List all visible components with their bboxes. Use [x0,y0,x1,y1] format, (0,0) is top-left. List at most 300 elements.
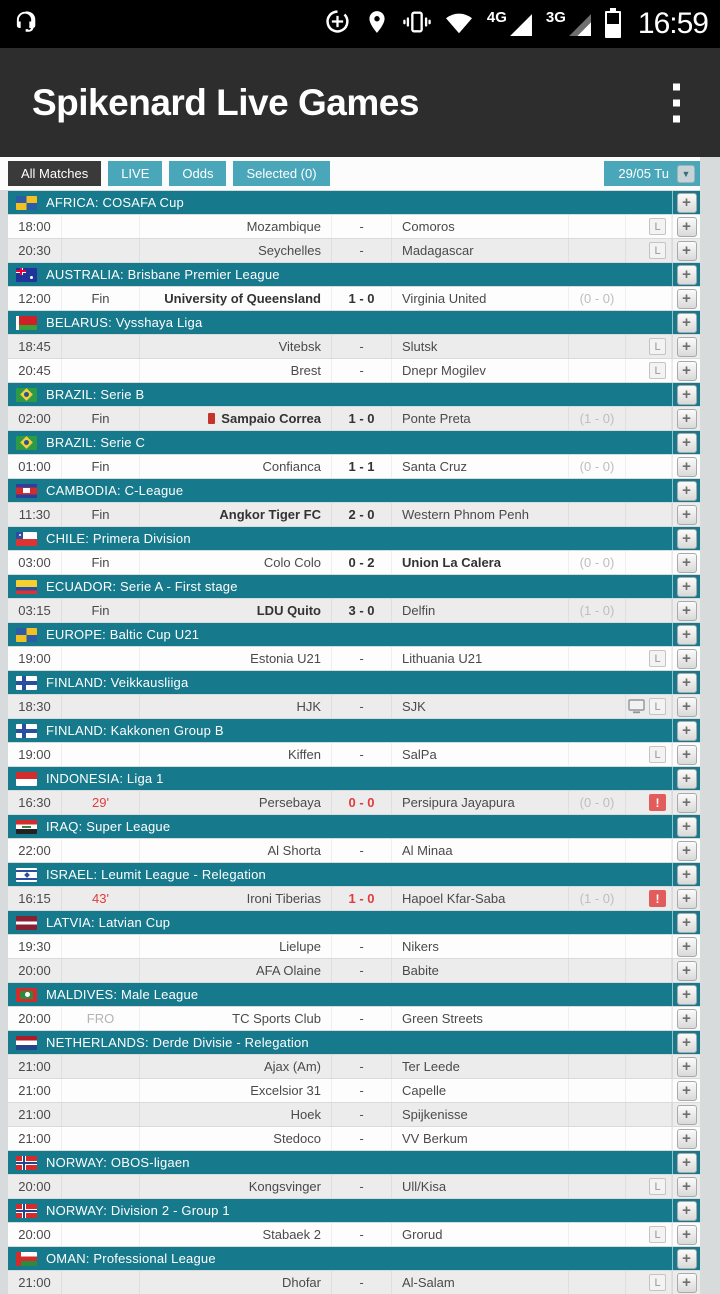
league-section [8,431,700,478]
flag-icon [16,1252,37,1266]
tab-live[interactable]: LIVE [108,161,162,186]
league-section [8,311,700,382]
league-header[interactable] [8,1151,672,1174]
home-team-name: Angkor Tiger FC [219,507,321,522]
away-team-name: SalPa [402,747,437,762]
match-score: 0 - 0 [332,791,392,814]
match-time: 03:15 [8,599,62,622]
halftime-score: (0 - 0) [569,551,626,574]
add-league-button[interactable]: + [677,865,697,885]
away-team [392,1223,569,1246]
add-league-button[interactable]: + [677,481,697,501]
match-score: 3 - 0 [332,599,392,622]
home-team-name: TC Sports Club [232,1011,321,1026]
away-team [392,791,569,814]
add-match-button[interactable]: + [677,1273,697,1293]
league-section [8,263,700,310]
away-team-name: Ull/Kisa [402,1179,447,1194]
league-header[interactable] [8,383,672,406]
status-time: 16:59 [637,7,708,40]
league-header[interactable] [8,527,672,550]
away-team [392,335,569,358]
add-match-button[interactable]: + [677,289,697,309]
add-league-button[interactable]: + [677,817,697,837]
flag-icon [16,388,37,402]
home-team-name: Kiffen [287,747,321,762]
match-row[interactable] [8,287,700,310]
league-header[interactable] [8,1031,672,1054]
match-score: - [332,1103,392,1126]
league-header[interactable] [8,767,672,790]
add-match-button[interactable]: + [677,409,697,429]
halftime-score: (0 - 0) [569,287,626,310]
away-team-name: Ter Leede [402,1059,460,1074]
league-section [8,1199,700,1246]
match-status: Fin [62,455,140,478]
add-match-button[interactable]: + [677,601,697,621]
away-team [392,1127,569,1150]
add-match-button[interactable]: + [677,457,697,477]
match-row[interactable] [8,455,700,478]
match-time: 02:00 [8,407,62,430]
away-team-name: Persipura Jayapura [402,795,515,810]
league-header[interactable] [8,1199,672,1222]
league-matches [8,599,700,622]
league-section [8,383,700,430]
add-league-button[interactable]: + [677,1153,697,1173]
match-row[interactable] [8,791,700,814]
network-4g-label: 4G [486,8,507,26]
match-time: 16:30 [8,791,62,814]
live-l-badge: L [649,338,666,355]
match-score: - [332,239,392,262]
kebab-menu-icon[interactable] [673,83,680,122]
match-time: 20:00 [8,959,62,982]
home-team [140,1103,332,1126]
match-time: 12:00 [8,287,62,310]
match-score: - [332,359,392,382]
halftime-score: (0 - 0) [569,455,626,478]
add-league-button[interactable]: + [677,313,697,333]
league-header[interactable] [8,623,672,646]
add-match-button[interactable]: + [677,553,697,573]
away-team-name: Virginia United [402,291,487,306]
add-league-button[interactable]: + [677,985,697,1005]
match-row[interactable] [8,1079,700,1102]
match-status [62,647,140,670]
add-match-button[interactable]: + [677,1009,697,1029]
live-l-badge: L [649,242,666,259]
league-header[interactable] [8,479,672,502]
away-team [392,1079,569,1102]
match-time: 21:00 [8,1103,62,1126]
live-alert-badge: ! [649,890,666,907]
match-score: - [332,1271,392,1294]
match-score: - [332,935,392,958]
tab-all-matches[interactable]: All Matches [8,161,101,186]
match-status [62,695,140,718]
home-team [140,1223,332,1246]
halftime-score [569,1175,626,1198]
add-match-button[interactable]: + [677,1105,697,1125]
live-l-badge: L [649,1226,666,1243]
vibrate-icon [403,8,431,41]
league-header[interactable] [8,983,672,1006]
match-status [62,1079,140,1102]
home-team-name: LDU Quito [256,603,321,618]
match-row[interactable] [8,551,700,574]
home-team-name: Brest [290,363,321,378]
flag-icon [16,268,37,282]
live-l-badge: L [649,1178,666,1195]
match-row[interactable] [8,695,700,718]
flag-icon [16,1036,37,1050]
league-header[interactable] [8,575,672,598]
add-match-button[interactable]: + [677,1081,697,1101]
match-score: - [332,839,392,862]
match-status: Fin [62,407,140,430]
match-score: - [332,1055,392,1078]
league-section [8,983,700,1030]
match-status [62,335,140,358]
home-team [140,959,332,982]
league-matches [8,887,700,910]
home-team-name: Ironi Tiberias [246,891,321,906]
league-name: INDONESIA: Liga 1 [46,771,164,786]
away-team-name: Western Phnom Penh [402,507,529,522]
league-list [8,191,700,1294]
home-team [140,599,332,622]
add-match-button[interactable]: + [677,1057,697,1077]
match-row[interactable] [8,335,700,358]
location-icon [364,8,390,41]
halftime-score [569,359,626,382]
league-name: ISRAEL: Leumit League - Relegation [46,867,266,882]
add-league-button[interactable]: + [677,673,697,693]
league-section [8,623,700,670]
match-status [62,839,140,862]
match-time: 18:45 [8,335,62,358]
home-team [140,335,332,358]
league-name: CAMBODIA: C-League [46,483,184,498]
away-team [392,839,569,862]
tab-odds[interactable]: Odds [169,161,226,186]
match-row[interactable] [8,599,700,622]
away-team-name: Capelle [402,1083,447,1098]
home-team-name: Colo Colo [263,555,321,570]
add-match-button[interactable]: + [677,1129,697,1149]
away-team-name: Hapoel Kfar-Saba [402,891,506,906]
away-team [392,959,569,982]
league-name: FINLAND: Kakkonen Group B [46,723,224,738]
live-l-badge: L [649,362,666,379]
flag-icon [16,628,37,642]
match-row[interactable] [8,1055,700,1078]
home-team [140,695,332,718]
league-matches [8,335,700,382]
league-name: CHILE: Primera Division [46,531,191,546]
network-3g-label: 3G [545,8,566,26]
add-league-button[interactable]: + [677,625,697,645]
home-team [140,887,332,910]
headset-icon [12,9,38,40]
match-status: Fin [62,599,140,622]
league-matches [8,1175,700,1198]
match-row[interactable] [8,503,700,526]
league-header[interactable] [8,191,672,214]
match-status [62,1175,140,1198]
halftime-score [569,959,626,982]
league-header[interactable] [8,815,672,838]
home-team-name: Seychelles [258,243,321,258]
league-section [8,1151,700,1198]
add-match-button[interactable]: + [677,1177,697,1197]
home-team [140,791,332,814]
add-league-button[interactable]: + [677,721,697,741]
match-time: 11:30 [8,503,62,526]
home-team-name: University of Queensland [164,291,321,306]
date-selector[interactable] [604,161,700,186]
match-row[interactable] [8,1271,700,1294]
red-card-icon [208,413,215,424]
add-match-button[interactable]: + [677,505,697,525]
halftime-score [569,239,626,262]
league-header[interactable] [8,263,672,286]
add-league-button[interactable]: + [677,1033,697,1053]
home-team-name: Hoek [290,1107,321,1122]
away-team [392,695,569,718]
live-l-badge: L [649,746,666,763]
match-score: 1 - 0 [332,407,392,430]
live-l-badge: L [649,650,666,667]
league-matches [8,215,700,262]
date-label: 29/05 Tu [618,166,669,181]
home-team [140,239,332,262]
home-team [140,1079,332,1102]
match-row[interactable] [8,215,700,238]
battery-icon [605,11,621,38]
add-match-button[interactable]: + [677,337,697,357]
flag-icon [16,772,37,786]
match-time: 19:30 [8,935,62,958]
match-time: 20:00 [8,1223,62,1246]
match-status [62,743,140,766]
league-name: NORWAY: OBOS-ligaen [46,1155,190,1170]
away-team-name: Nikers [402,939,439,954]
away-team-name: Comoros [402,219,455,234]
home-team-name: Ajax (Am) [263,1059,321,1074]
away-team-name: Madagascar [402,243,474,258]
league-section [8,671,700,718]
add-match-button[interactable]: + [677,361,697,381]
home-team [140,455,332,478]
live-l-badge: L [649,698,666,715]
away-team [392,743,569,766]
match-score: 1 - 0 [332,287,392,310]
halftime-score [569,503,626,526]
match-time: 21:00 [8,1271,62,1294]
match-row[interactable] [8,1007,700,1030]
home-team [140,551,332,574]
match-row[interactable] [8,935,700,958]
league-name: MALDIVES: Male League [46,987,199,1002]
away-team [392,1271,569,1294]
match-score: - [332,695,392,718]
add-match-button[interactable]: + [677,793,697,813]
halftime-score [569,215,626,238]
home-team-name: Stedoco [273,1131,321,1146]
home-team [140,839,332,862]
flag-icon [16,484,37,498]
match-score: 0 - 2 [332,551,392,574]
match-status [62,935,140,958]
league-name: FINLAND: Veikkausliiga [46,675,189,690]
match-status [62,239,140,262]
league-name: ECUADOR: Serie A - First stage [46,579,238,594]
halftime-score [569,647,626,670]
league-name: BRAZIL: Serie B [46,387,145,402]
league-section [8,719,700,766]
match-status [62,1127,140,1150]
home-team [140,1175,332,1198]
match-status [62,1223,140,1246]
chevron-down-icon[interactable]: ▼ [677,165,695,183]
match-row[interactable] [8,407,700,430]
tab-selected[interactable]: Selected (0) [233,161,329,186]
league-matches [8,791,700,814]
league-matches [8,287,700,310]
match-status [62,1271,140,1294]
away-team [392,599,569,622]
league-matches [8,647,700,670]
match-status: 29' [62,791,140,814]
away-team [392,215,569,238]
add-league-button[interactable]: + [677,577,697,597]
add-league-button[interactable]: + [677,433,697,453]
add-league-button[interactable]: + [677,1249,697,1269]
away-team-name: Green Streets [402,1011,483,1026]
league-header[interactable] [8,1247,672,1270]
match-row[interactable] [8,887,700,910]
match-score: - [332,215,392,238]
home-team-name: Confianca [262,459,321,474]
match-row[interactable] [8,839,700,862]
halftime-score [569,1223,626,1246]
add-match-button[interactable]: + [677,889,697,909]
league-name: NORWAY: Division 2 - Group 1 [46,1203,230,1218]
flag-icon [16,1204,37,1218]
add-league-button[interactable]: + [677,193,697,213]
away-team-name: Al-Salam [402,1275,455,1290]
add-match-button[interactable]: + [677,961,697,981]
match-time: 19:00 [8,647,62,670]
league-name: IRAQ: Super League [46,819,171,834]
home-team [140,1007,332,1030]
add-match-button[interactable]: + [677,697,697,717]
match-row[interactable] [8,1223,700,1246]
match-status: 43' [62,887,140,910]
add-league-button[interactable]: + [677,1201,697,1221]
league-matches [8,503,700,526]
add-match-button[interactable]: + [677,649,697,669]
live-alert-badge: ! [649,794,666,811]
flag-icon [16,580,37,594]
add-league-button[interactable]: + [677,913,697,933]
away-team [392,647,569,670]
league-matches [8,1223,700,1246]
league-name: AUSTRALIA: Brisbane Premier League [46,267,280,282]
league-header[interactable] [8,863,672,886]
league-header[interactable] [8,719,672,742]
match-score: 1 - 0 [332,887,392,910]
live-l-badge: L [649,218,666,235]
match-row[interactable] [8,1175,700,1198]
add-league-button[interactable]: + [677,265,697,285]
match-row[interactable] [8,239,700,262]
tv-icon [628,699,645,714]
add-match-button[interactable]: + [677,217,697,237]
add-match-button[interactable]: + [677,745,697,765]
league-header[interactable] [8,911,672,934]
halftime-score [569,839,626,862]
league-header[interactable] [8,311,672,334]
away-team [392,887,569,910]
halftime-score [569,335,626,358]
match-row[interactable] [8,647,700,670]
add-match-button[interactable]: + [677,241,697,261]
home-team-name: Excelsior 31 [250,1083,321,1098]
match-row[interactable] [8,359,700,382]
away-team [392,935,569,958]
add-match-button[interactable]: + [677,1225,697,1245]
league-header[interactable] [8,671,672,694]
status-bar [0,0,720,48]
match-row[interactable] [8,743,700,766]
home-team [140,407,332,430]
match-time: 20:00 [8,1007,62,1030]
match-row[interactable] [8,1127,700,1150]
league-section [8,815,700,862]
away-team [392,1007,569,1030]
league-header[interactable] [8,431,672,454]
league-matches [8,1271,700,1294]
add-league-button[interactable]: + [677,385,697,405]
league-matches [8,743,700,766]
add-match-button[interactable]: + [677,841,697,861]
add-match-button[interactable]: + [677,937,697,957]
away-team [392,287,569,310]
league-matches [8,1007,700,1030]
away-team-name: Ponte Preta [402,411,471,426]
match-row[interactable] [8,1103,700,1126]
match-row[interactable] [8,959,700,982]
away-team-name: Dnepr Mogilev [402,363,486,378]
league-matches [8,455,700,478]
match-time: 21:00 [8,1127,62,1150]
home-team [140,935,332,958]
away-team-name: Delfin [402,603,436,618]
home-team [140,503,332,526]
home-team [140,743,332,766]
league-matches [8,1055,700,1150]
away-team-name: Babite [402,963,439,978]
flag-icon [16,532,37,546]
add-league-button[interactable]: + [677,769,697,789]
add-league-button[interactable]: + [677,529,697,549]
match-status: Fin [62,503,140,526]
match-score: - [332,1079,392,1102]
flag-icon [16,436,37,450]
